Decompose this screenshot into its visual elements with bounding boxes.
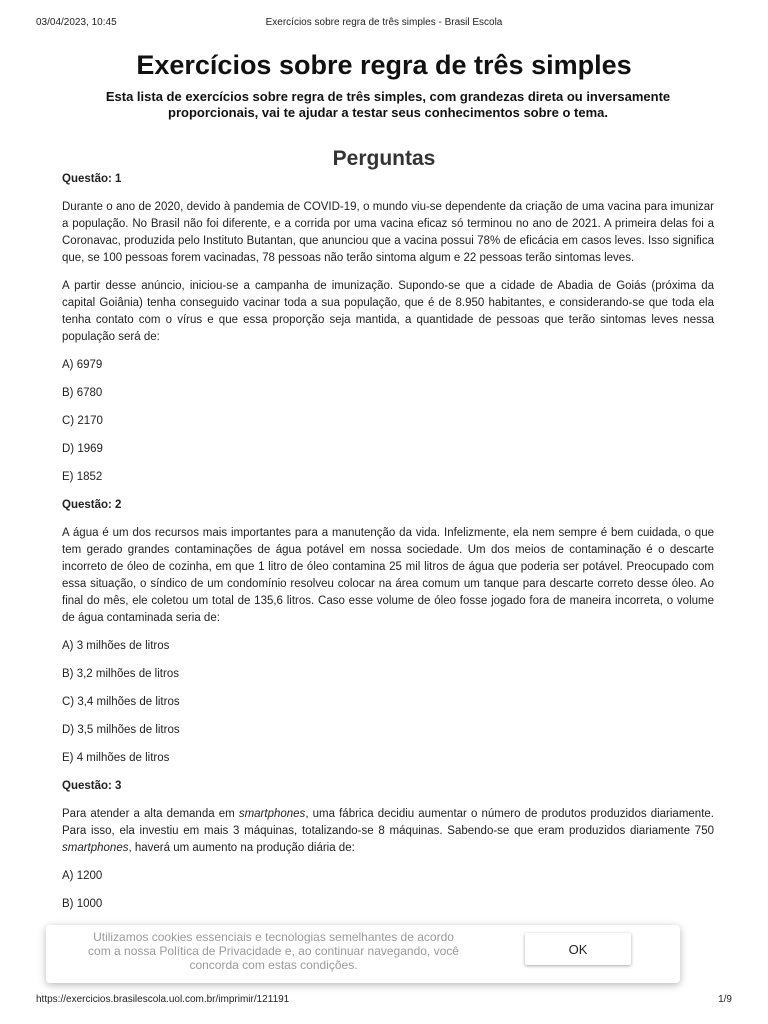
answer-option: A) 6979 (62, 359, 103, 371)
print-datetime: 03/04/2023, 10:45 (36, 17, 117, 28)
cookie-ok-button[interactable]: OK (525, 933, 631, 965)
print-footer (36, 994, 732, 1008)
cookie-consent-text: Utilizamos cookies essenciais e tecnologias semelhantes de acordo com a nossa Política de Privacidade e, ao continuar navegando, você concorda com estas condições. (88, 930, 459, 972)
answer-option: A) 3 milhões de litros (62, 640, 170, 652)
answer-option: B) 6780 (62, 387, 103, 399)
answer-option: D) 1969 (62, 443, 103, 455)
page-title: Exercícios sobre regra de três simples (136, 50, 632, 80)
answer-option: A) 1200 (62, 870, 103, 882)
questions-list (62, 171, 714, 924)
print-page-title: Exercícios sobre regra de três simples - Brasil Escola (265, 17, 503, 28)
question-label: Questão: 2 (62, 499, 122, 511)
question-1 (62, 171, 714, 486)
answer-option: C) 2170 (62, 415, 103, 427)
text-run: , uma fábrica decidiu aumentar o número de produtos produzidos diariamente. Para isso, ela investiu em mais 3 máquinas, totalizando-se 8 máquinas. Sabendo-se que eram produzidos diariamente 750 (62, 808, 714, 837)
answer-option: E) 4 milhões de litros (62, 752, 170, 764)
text-run: , haverá um aumento na produção diária de: (128, 842, 355, 854)
text-run: Para atender a alta demanda em (62, 808, 239, 820)
section-heading: Perguntas (332, 147, 436, 170)
question-paragraph: A água é um dos recursos mais importantes para a manutenção da vida. Infelizmente, ela nem sempre é bem cuidada, o que tem gerado grandes contaminações de água potável em nossa sociedade. Um dos meios de contaminação é o descarte incorreto de óleo de cozinha, em que 1 litro de óleo contamina 25 mil litros de água que poderia ser potável. Preocupado com essa situação, o síndico de um condomínio resolveu colocar na área comum um tanque para descarte correto desse óleo. Ao final do mês, ele coletou um total de 135,6 litros. Caso esse volume de óleo fosse jogado fora de maneira incorreta, o volume de água contaminada seria de: (62, 527, 714, 624)
answer-option: C) 3,4 milhões de litros (62, 696, 180, 708)
question-3 (62, 778, 714, 913)
page-subtitle: Esta lista de exercícios sobre regra de três simples, com grandezas direta ou inversamente proporcionais, vai te ajudar a testar seus conhecimentos sobre o tema. (105, 89, 671, 120)
page-number: 1/9 (718, 994, 732, 1005)
print-url: https://exercicios.brasilescola.uol.com.br/imprimir/121191 (36, 994, 290, 1005)
answer-option: E) 1852 (62, 471, 103, 483)
question-2 (62, 497, 714, 767)
question-paragraph (62, 806, 714, 857)
question-paragraph: A partir desse anúncio, iniciou-se a campanha de imunização. Supondo-se que a cidade de Abadia de Goiás (próxima da capital Goiânia) tenha conseguido vacinar toda a sua população, que é de 8.950 habitantes, e considerando-se que toda ela tenha contato com o vírus e que essa proporção seja mantida, a quantidade de pessoas que terão sintomas leves nessa população será de: (62, 280, 714, 343)
question-paragraph: Durante o ano de 2020, devido à pandemia de COVID-19, o mundo viu-se dependente da criação de uma vacina para imunizar a população. No Brasil não foi diferente, e a corrida por uma vacina eficaz só terminou no ano de 2021. A primeira delas foi a Coronavac, produzida pelo Instituto Butantan, que anunciou que a vacina possui 78% de eficácia em casos leves. Isso significa que, se 100 pessoas forem vacinadas, 78 pessoas não terão sintoma algum e 22 pessoas terão sintomas leves. (62, 201, 714, 264)
emphasis-text: smartphones (238, 808, 306, 820)
cookie-consent-banner (46, 925, 680, 983)
print-header (36, 17, 732, 31)
answer-option: D) 3,5 milhões de litros (62, 724, 180, 736)
answer-option: B) 1000 (62, 898, 103, 910)
question-label: Questão: 3 (62, 780, 122, 792)
answer-option: B) 3,2 milhões de litros (62, 668, 179, 680)
question-label: Questão: 1 (62, 173, 122, 185)
emphasis-text: smartphones (62, 842, 129, 854)
